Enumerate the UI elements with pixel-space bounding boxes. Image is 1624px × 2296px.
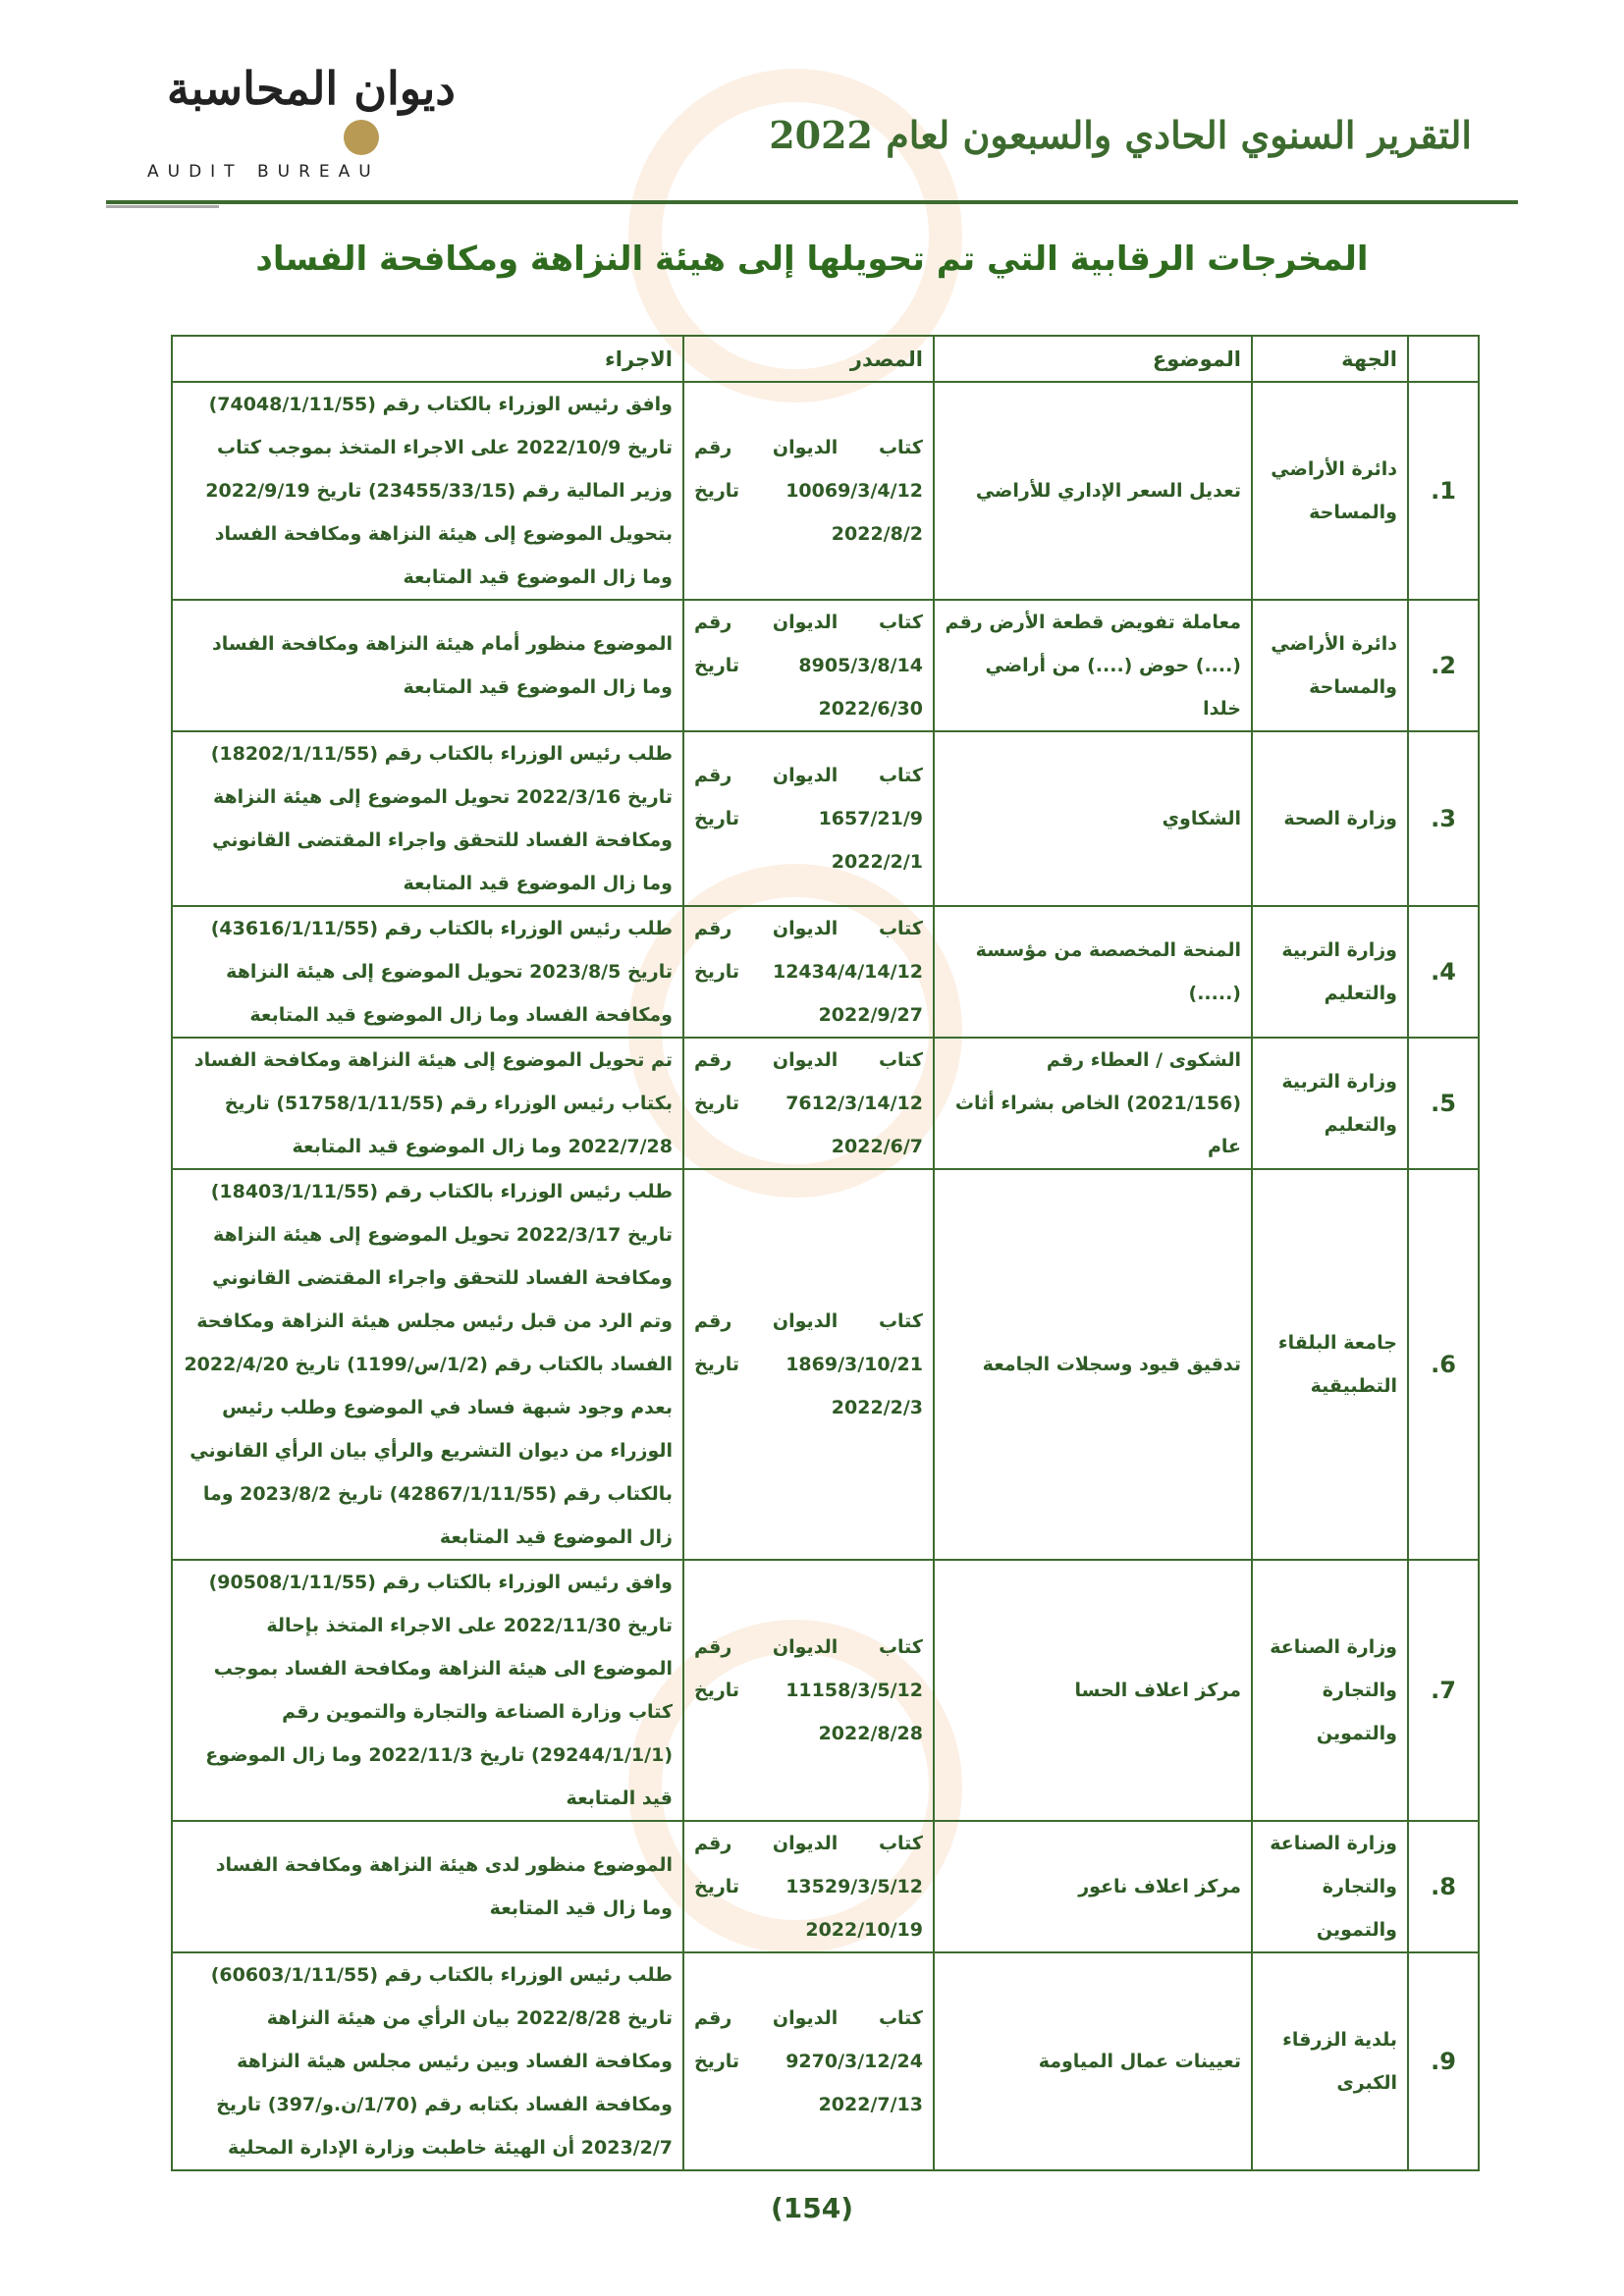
source-line: كتاب الديوان رقم	[694, 1833, 923, 1854]
source-cell	[683, 600, 934, 731]
source-line: 2022/2/1	[831, 851, 923, 873]
entity-cell: وزارة الصناعة والتجارة والتموين	[1252, 1821, 1408, 1952]
source-line: 7612/3/14/12 تاريخ	[694, 1093, 923, 1114]
action-cell: طلب رئيس الوزراء بالكتاب رقم (43616/1/11/55) تاريخ 2023/8/5 تحويل الموضوع إلى هيئة النزاهة ومكافحة الفساد وما زال الموضوع قيد المتابعة	[172, 906, 683, 1038]
subject-cell: تدقيق قيود وسجلات الجامعة	[934, 1169, 1252, 1560]
source-line: 2022/6/7	[831, 1136, 923, 1157]
subject-cell: الشكوى / العطاء رقم (2021/156) الخاص بشراء أثاث عام	[934, 1038, 1252, 1169]
entity-cell: وزارة التربية والتعليم	[1252, 1038, 1408, 1169]
action-cell: تم تحويل الموضوع إلى هيئة النزاهة ومكافحة الفساد بكتاب رئيس الوزراء رقم (51758/1/11/55) تاريخ 2022/7/28 وما زال الموضوع قيد المتابعة	[172, 1038, 683, 1169]
row-number: 5.	[1408, 1038, 1479, 1169]
entity-cell: جامعة البلقاء التطبيقية	[1252, 1169, 1408, 1560]
entity-cell: وزارة التربية والتعليم	[1252, 906, 1408, 1038]
action-cell: طلب رئيس الوزراء بالكتاب رقم (18202/1/11/55) تاريخ 2022/3/16 تحويل الموضوع إلى هيئة النزاهة ومكافحة الفساد للتحقق واجراء المقتضى القانوني وما زال الموضوع قيد المتابعة	[172, 731, 683, 906]
report-title: التقرير السنوي الحادي والسبعون لعام 2022	[769, 113, 1472, 157]
row-number: 7.	[1408, 1560, 1479, 1821]
row-number: 2.	[1408, 600, 1479, 731]
source-line: 2022/8/28	[818, 1723, 923, 1744]
entity-cell: وزارة الصناعة والتجارة والتموين	[1252, 1560, 1408, 1821]
action-cell: وافق رئيس الوزراء بالكتاب رقم (90508/1/11/55) تاريخ 2022/11/30 على الاجراء المتخذ بإحالة الموضوع الى هيئة النزاهة ومكافحة الفساد بموجب كتاب وزارة الصناعة والتجارة والتموين رقم (29244/1/1/1) تاريخ 2022/11/3 وما زال الموضوع قيد المتابعة	[172, 1560, 683, 1821]
subject-cell: الشكاوي	[934, 731, 1252, 906]
source-line: كتاب الديوان رقم	[694, 1636, 923, 1658]
logo-arabic: ديوان المحاسبة	[167, 62, 456, 115]
source-line: 2022/9/27	[818, 1004, 923, 1026]
source-line: كتاب الديوان رقم	[694, 1310, 923, 1332]
table-row	[172, 906, 1479, 1038]
row-number: 8.	[1408, 1821, 1479, 1952]
source-line: 2022/7/13	[818, 2094, 923, 2115]
action-cell: الموضوع منظور لدى هيئة النزاهة ومكافحة الفساد وما زال قيد المتابعة	[172, 1821, 683, 1952]
source-cell	[683, 1038, 934, 1169]
subject-cell: تعيينات عمال المياومة	[934, 1952, 1252, 2170]
subject-cell: معاملة تفويض قطعة الأرض رقم (....) حوض (....) من أراضي خلدا	[934, 600, 1252, 731]
action-cell: الموضوع منظور أمام هيئة النزاهة ومكافحة الفساد وما زال الموضوع قيد المتابعة	[172, 600, 683, 731]
source-line: 1657/21/9 تاريخ	[694, 808, 923, 829]
action-cell: طلب رئيس الوزراء بالكتاب رقم (60603/1/11/55) تاريخ 2022/8/28 بيان الرأي من هيئة النزاهة ومكافحة الفساد وبين رئيس مجلس هيئة النزاهة ومكافحة الفساد بكتابه رقم (1/70/ن.و/397) تاريخ 2023/2/7 أن الهيئة خاطبت وزارة الإدارة المحلية	[172, 1952, 683, 2170]
source-line: 11158/3/5/12 تاريخ	[694, 1680, 923, 1701]
table-row	[172, 1560, 1479, 1821]
header-action: الاجراء	[172, 336, 683, 382]
source-line: 8905/3/8/14 تاريخ	[694, 655, 923, 676]
source-line: 2022/10/19	[805, 1919, 923, 1941]
audit-bureau-logo	[147, 59, 456, 187]
subject-cell: مركز اعلاف الحسا	[934, 1560, 1252, 1821]
row-number: 9.	[1408, 1952, 1479, 2170]
table-row	[172, 1038, 1479, 1169]
logo-english: AUDIT BUREAU	[147, 162, 380, 182]
table-row	[172, 1952, 1479, 2170]
table-header-row	[172, 336, 1479, 382]
source-cell	[683, 731, 934, 906]
header-divider-accent	[106, 205, 219, 208]
row-number: 1.	[1408, 382, 1479, 600]
source-line: كتاب الديوان رقم	[694, 437, 923, 458]
subject-cell: مركز اعلاف ناعور	[934, 1821, 1252, 1952]
header-number	[1408, 336, 1479, 382]
source-cell	[683, 382, 934, 600]
source-line: 2022/8/2	[831, 523, 923, 545]
table-row	[172, 600, 1479, 731]
action-cell: وافق رئيس الوزراء بالكتاب رقم (74048/1/11/55) تاريخ 2022/10/9 على الاجراء المتخذ بموجب كتاب وزير المالية رقم (23455/33/15) تاريخ 2022/9/19 بتحويل الموضوع إلى هيئة النزاهة ومكافحة الفساد وما زال الموضوع قيد المتابعة	[172, 382, 683, 600]
source-line: كتاب الديوان رقم	[694, 612, 923, 633]
header-subject: الموضوع	[934, 336, 1252, 382]
entity-cell: دائرة الأراضي والمساحة	[1252, 382, 1408, 600]
source-cell	[683, 906, 934, 1038]
source-cell	[683, 1952, 934, 2170]
entity-cell: دائرة الأراضي والمساحة	[1252, 600, 1408, 731]
source-line: كتاب الديوان رقم	[694, 765, 923, 786]
entity-cell: بلدية الزرقاء الكبرى	[1252, 1952, 1408, 2170]
source-cell	[683, 1169, 934, 1560]
row-number: 6.	[1408, 1169, 1479, 1560]
source-line: 10069/3/4/12 تاريخ	[694, 480, 923, 502]
section-title: المخرجات الرقابية التي تم تحويلها إلى هيئة النزاهة ومكافحة الفساد	[255, 240, 1369, 279]
page-number: (154)	[770, 2192, 854, 2224]
source-line: كتاب الديوان رقم	[694, 918, 923, 939]
table-row	[172, 1821, 1479, 1952]
source-line: 9270/3/12/24 تاريخ	[694, 2051, 923, 2072]
subject-cell: المنحة المخصصة من مؤسسة (.....)	[934, 906, 1252, 1038]
entity-cell: وزارة الصحة	[1252, 731, 1408, 906]
header-entity: الجهة	[1252, 336, 1408, 382]
emblem-icon	[344, 120, 379, 155]
source-cell	[683, 1560, 934, 1821]
header-source: المصدر	[683, 336, 934, 382]
source-line: كتاب الديوان رقم	[694, 2007, 923, 2029]
subject-cell: تعديل السعر الإداري للأراضي	[934, 382, 1252, 600]
table-row	[172, 1169, 1479, 1560]
source-line: كتاب الديوان رقم	[694, 1049, 923, 1071]
table-row	[172, 731, 1479, 906]
source-line: 1869/3/10/21 تاريخ	[694, 1354, 923, 1375]
source-line: 13529/3/5/12 تاريخ	[694, 1876, 923, 1897]
referrals-table	[171, 335, 1480, 2171]
header-divider	[106, 200, 1518, 204]
table-row	[172, 382, 1479, 600]
source-line: 12434/4/14/12 تاريخ	[694, 961, 923, 983]
source-cell	[683, 1821, 934, 1952]
source-line: 2022/2/3	[831, 1397, 923, 1418]
row-number: 4.	[1408, 906, 1479, 1038]
row-number: 3.	[1408, 731, 1479, 906]
source-line: 2022/6/30	[818, 698, 923, 720]
action-cell: طلب رئيس الوزراء بالكتاب رقم (18403/1/11/55) تاريخ 2022/3/17 تحويل الموضوع إلى هيئة النزاهة ومكافحة الفساد للتحقق واجراء المقتضى القانوني وتم الرد من قبل رئيس مجلس هيئة النزاهة ومكافحة الفساد بالكتاب رقم (1/2/س/1199) تاريخ 2022/4/20 بعدم وجود شبهة فساد في الموضوع وطلب رئيس الوزراء من ديوان التشريع والرأي بيان الرأي القانوني بالكتاب رقم (42867/1/11/55) تاريخ 2023/8/2 وما زال الموضوع قيد المتابعة	[172, 1169, 683, 1560]
